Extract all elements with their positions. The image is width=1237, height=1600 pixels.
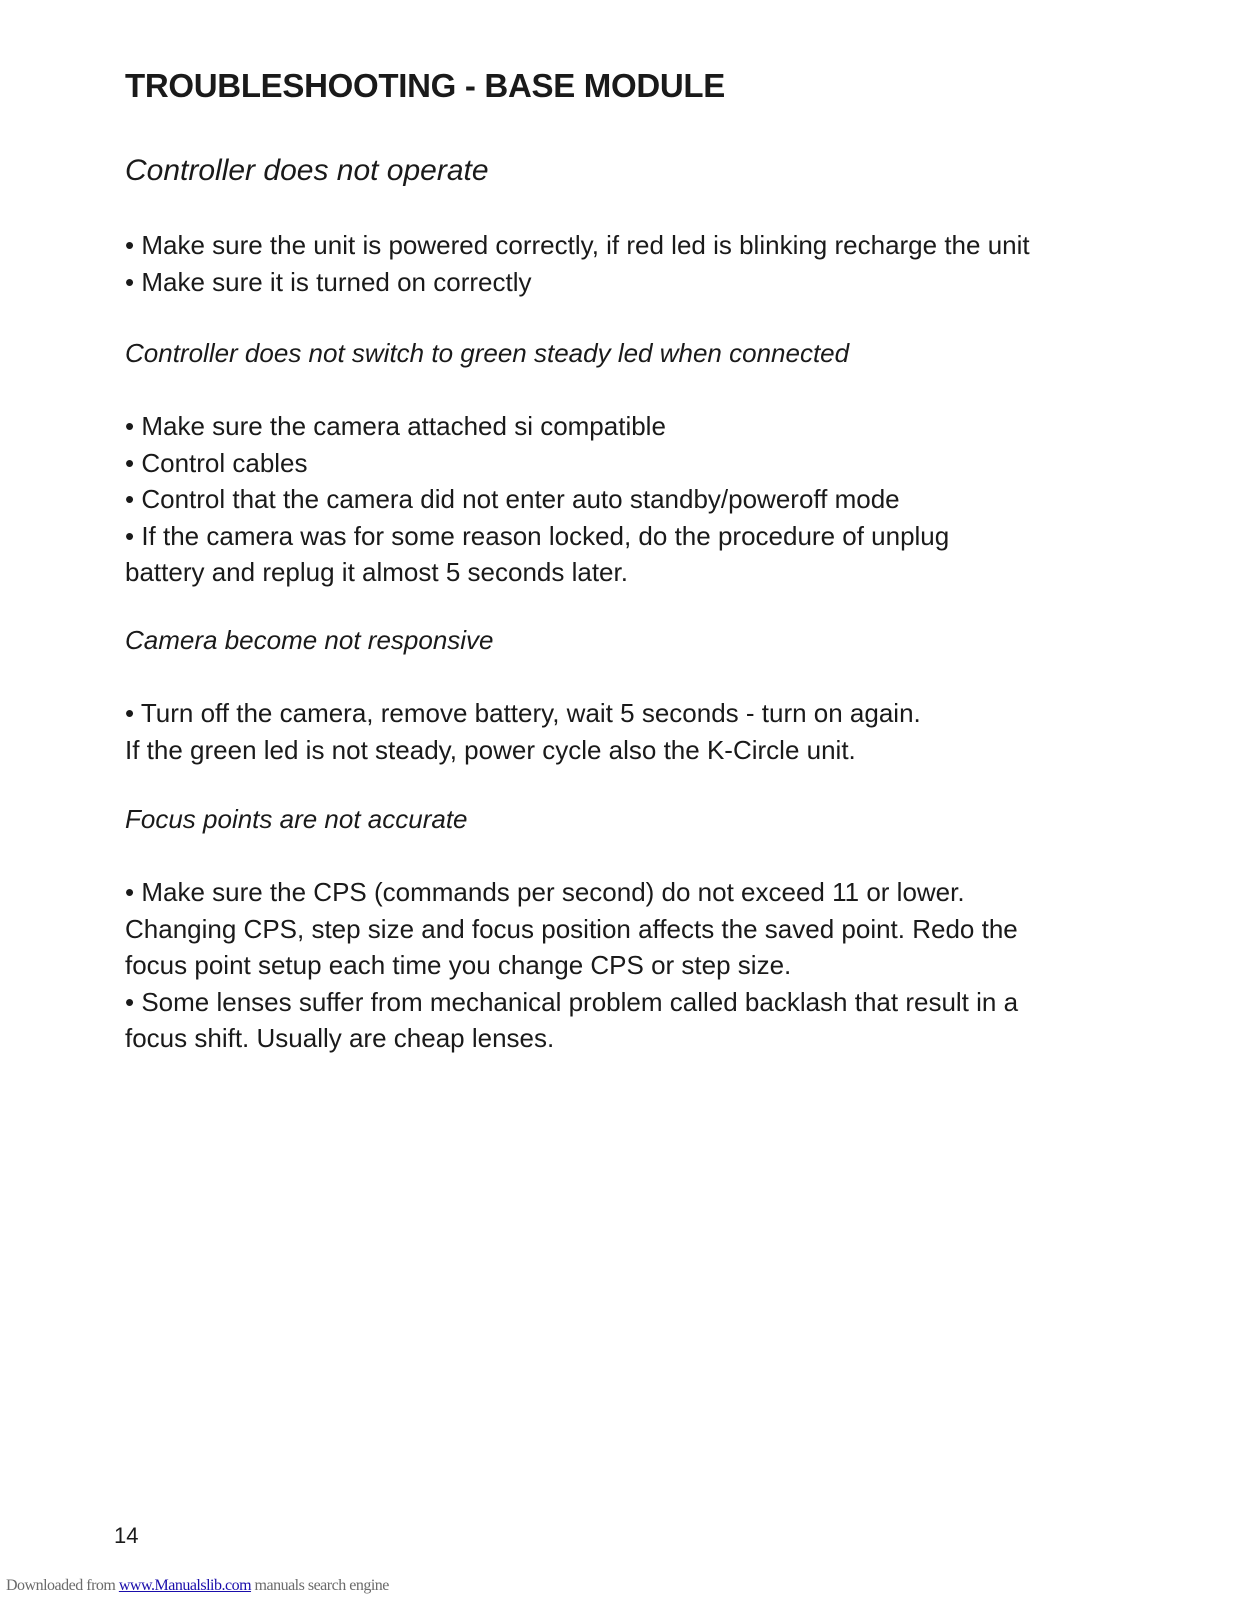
list-item: battery and replug it almost 5 seconds later.	[125, 557, 628, 587]
list-item: If the green led is not steady, power cycle also the K-Circle unit.	[125, 734, 856, 765]
list-item: • Turn off the camera, remove battery, wait 5 seconds - turn on again.	[125, 698, 921, 728]
section-body-green-steady-led	[125, 408, 1125, 591]
list-item: focus point setup each time you change CPS or step size.	[125, 950, 792, 980]
section-heading-focus-points: Focus points are not accurate	[125, 804, 468, 834]
list-item: • Make sure the unit is powered correctly, if red led is blinking recharge the unit	[125, 230, 1030, 260]
manualslib-link[interactable]: www.Manualslib.com	[118, 1577, 252, 1594]
list-item: • Make sure the CPS (commands per second) do not exceed 11 or lower.	[125, 877, 965, 907]
section-body-camera-not-responsive	[125, 695, 1125, 768]
section-body-focus-points	[125, 874, 1125, 1057]
list-item: • Make sure it is turned on correctly	[125, 266, 532, 297]
list-item: • Some lenses suffer from mechanical problem called backlash that result in a	[125, 986, 1019, 1017]
footer-prefix: Downloaded from	[6, 1577, 119, 1594]
list-item: • If the camera was for some reason locked, do the procedure of unplug	[125, 520, 950, 551]
list-item: • Control that the camera did not enter auto standby/poweroff mode	[125, 484, 900, 514]
section-heading-camera-not-responsive: Camera become not responsive	[125, 625, 494, 655]
footer	[6, 1577, 389, 1595]
page-title: TROUBLESHOOTING - BASE MODULE	[125, 67, 725, 104]
footer-suffix: manuals search engine	[251, 1577, 389, 1594]
section-body-controller-does-not-operate	[125, 227, 1125, 300]
list-item: Changing CPS, step size and focus position affects the saved point. Redo the	[125, 913, 1018, 944]
list-item: focus shift. Usually are cheap lenses.	[125, 1023, 555, 1053]
list-item: • Make sure the camera attached si compatible	[125, 411, 666, 441]
list-item: • Control cables	[125, 447, 308, 478]
section-heading-controller-does-not-operate: Controller does not operate	[125, 154, 489, 187]
section-heading-green-steady-led: Controller does not switch to green steady led when connected	[125, 338, 850, 368]
page-number: 14	[114, 1523, 139, 1548]
